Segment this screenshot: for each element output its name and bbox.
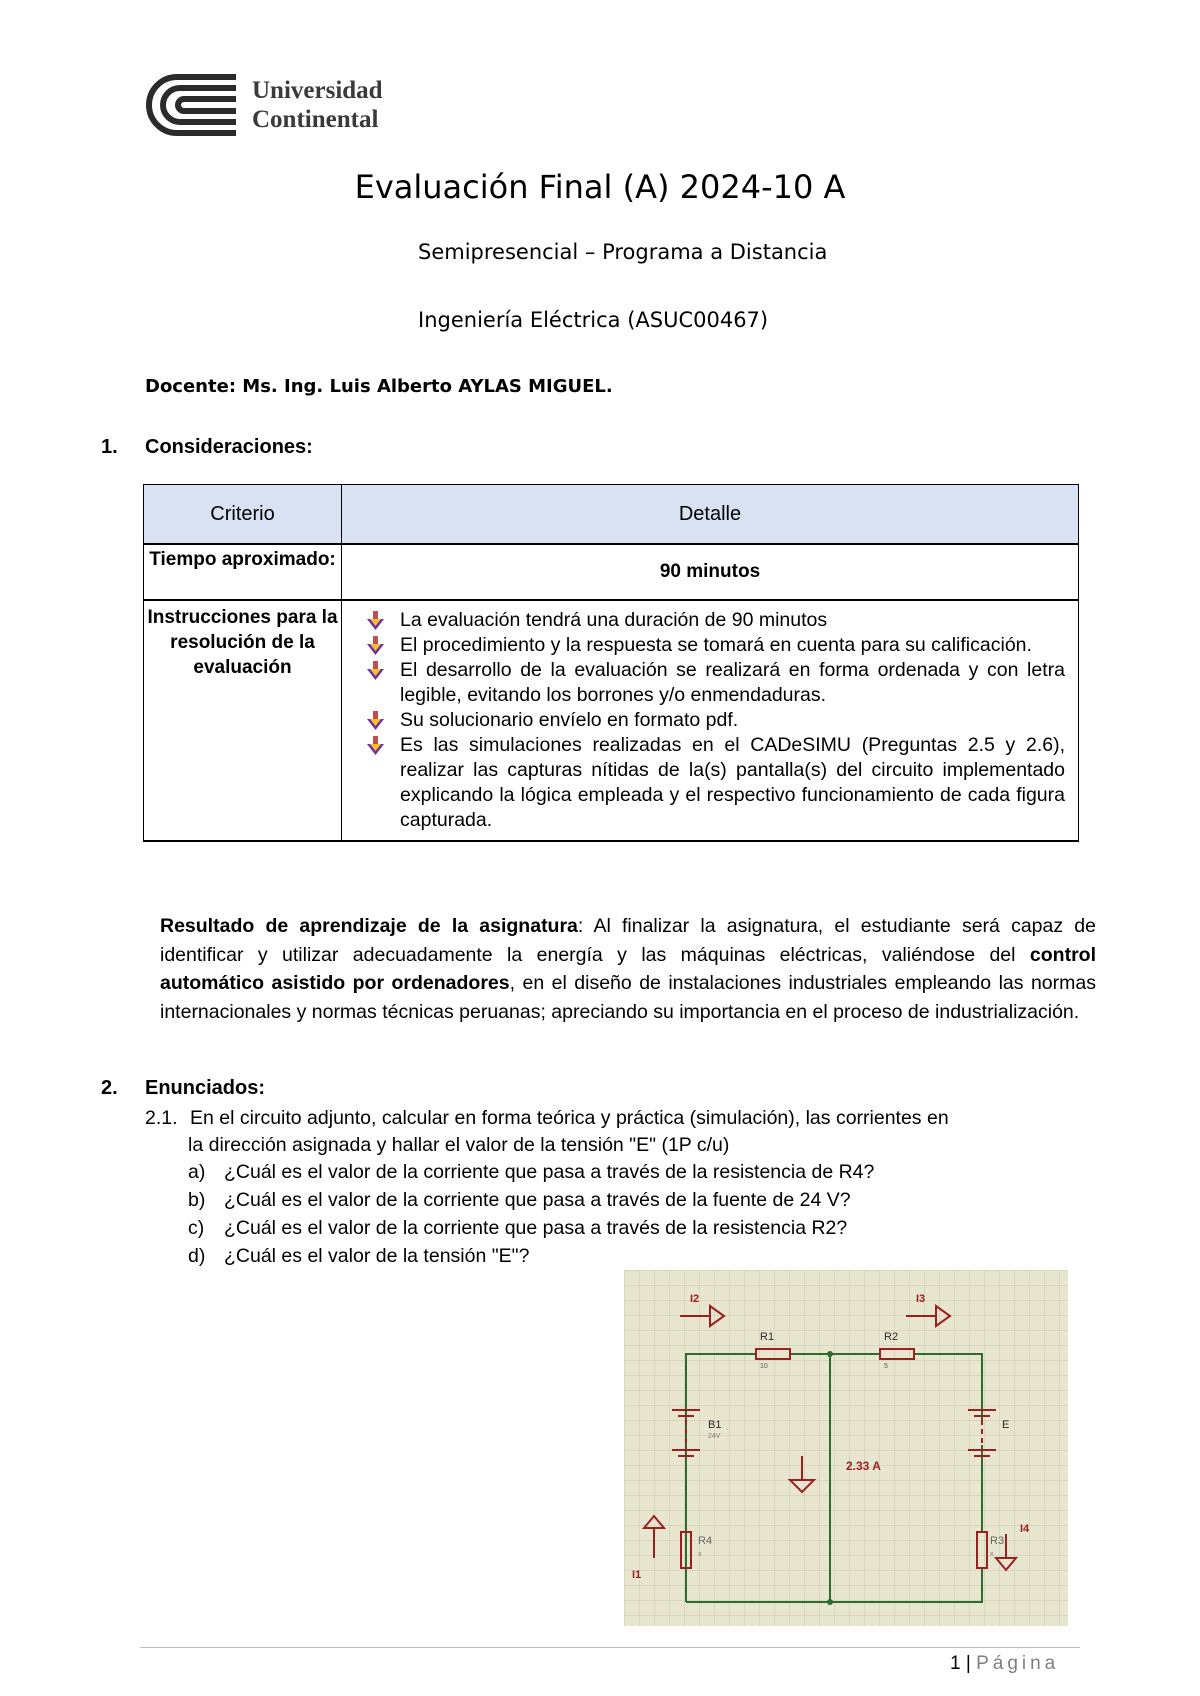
document-subtitle: Semipresencial – Programa a Distancia <box>418 240 828 264</box>
teacher-line: Docente: Ms. Ing. Luis Alberto AYLAS MIGUEL. <box>145 376 613 397</box>
r4-value: x <box>698 1551 702 1558</box>
r4-label: R4 <box>698 1535 713 1547</box>
list-item <box>363 708 1065 733</box>
table-header-criterio: Criterio <box>144 485 342 545</box>
instruction-text: El procedimiento y la respuesta se tomará en cuenta para su calificación. <box>400 634 1032 656</box>
logo-text <box>252 76 383 134</box>
subquestion-letter: c) <box>188 1217 205 1239</box>
instruction-text: Es las simulaciones realizadas en el CADeSIMU (Preguntas 2.5 y 2.6), realizar las capturas nítidas de la(s) pantalla(s) del circuito implementado explicando la lógica empleada y el respectivo funcionamiento de cada figura capturada. <box>400 734 1065 831</box>
criteria-table <box>143 484 1079 842</box>
table-header-row <box>144 485 1079 545</box>
page-word: Página <box>976 1653 1060 1674</box>
i4-label: I4 <box>1020 1523 1030 1535</box>
table-row <box>144 600 1079 841</box>
table-row <box>144 544 1079 600</box>
question-number: 2.1. <box>145 1107 178 1129</box>
list-item <box>363 733 1065 833</box>
arrow-bullet-icon <box>367 661 384 680</box>
learning-result-text-2: , en el diseño de instalaciones industriales empleando las normas internacionales y normas técnicas peruanas; apreciando su importancia en el proceso de industrialización. <box>160 972 1096 1023</box>
arrow-bullet-icon <box>367 736 384 755</box>
instruction-text: La evaluación tendrá una duración de 90 minutos <box>400 609 828 631</box>
node-dot <box>827 1599 833 1605</box>
question-line-1: En el circuito adjunto, calcular en forma teórica y práctica (simulación), las corrientes en <box>190 1107 949 1129</box>
footer-separator: | <box>965 1653 971 1674</box>
subquestion-text: ¿Cuál es el valor de la tensión "E"? <box>224 1245 530 1267</box>
subquestion-letter: a) <box>188 1161 206 1183</box>
ammeter-reading: 2.33 A <box>846 1459 881 1473</box>
subquestion-text: ¿Cuál es el valor de la corriente que pasa a través de la resistencia de R4? <box>224 1161 875 1183</box>
list-item <box>363 658 1065 708</box>
r3-value: x <box>990 1551 994 1558</box>
instructions-label: Instrucciones para la resolución de la evaluación <box>144 600 342 841</box>
course-name: Ingeniería Eléctrica (ASUC00467) <box>418 308 769 332</box>
list-item <box>363 608 1065 633</box>
logo-line-1: Universidad <box>252 77 383 104</box>
arrow-bullet-icon <box>367 611 384 630</box>
subquestion-text: ¿Cuál es el valor de la corriente que pasa a través de la fuente de 24 V? <box>224 1189 851 1211</box>
subquestion-text: ¿Cuál es el valor de la corriente que pasa a través de la resistencia R2? <box>224 1217 848 1239</box>
learning-result-text-1: : Al finalizar la asignatura, el estudiante será capaz de identificar y utilizar adecuadamente la energía y las máquinas eléctricas, valiéndose del <box>160 915 1096 966</box>
instructions-list <box>343 602 1077 839</box>
instructions-cell <box>342 600 1079 841</box>
r3-label: R3 <box>990 1535 1005 1547</box>
node-dot <box>827 1351 833 1357</box>
arrow-bullet-icon <box>367 711 384 730</box>
time-label: Tiempo aproximado: <box>144 544 342 600</box>
section-2-number: 2. <box>101 1077 118 1099</box>
learning-result-paragraph <box>160 912 1096 1026</box>
r2-value: 5 <box>884 1363 888 1370</box>
instruction-text: Su solucionario envíelo en formato pdf. <box>400 709 739 731</box>
r1-label: R1 <box>760 1331 775 1343</box>
i1-label: I1 <box>632 1569 642 1581</box>
arrow-bullet-icon <box>367 636 384 655</box>
time-value: 90 minutos <box>342 544 1079 600</box>
list-item <box>363 633 1065 658</box>
learning-result-bold: control automático asistido por ordenadores <box>160 943 1096 994</box>
subquestion-letter: d) <box>188 1245 206 1267</box>
table-header-detalle: Detalle <box>342 485 1079 545</box>
page-number: 1 <box>950 1653 961 1674</box>
page-footer <box>950 1653 1059 1675</box>
i3-label: I3 <box>916 1293 926 1305</box>
learning-result-label: Resultado de aprendizaje de la asignatura <box>160 915 578 937</box>
circuit-diagram <box>624 1270 1068 1626</box>
footer-divider <box>140 1647 1080 1648</box>
b1-value: 24V <box>708 1433 721 1440</box>
subquestion-letter: b) <box>188 1189 206 1211</box>
logo-line-2: Continental <box>252 106 379 133</box>
section-2-title: Enunciados: <box>145 1077 266 1099</box>
document-title: Evaluación Final (A) 2024-10 A <box>354 168 846 206</box>
section-1-number: 1. <box>101 436 118 458</box>
r1-value: 10 <box>760 1363 768 1370</box>
e-label: E <box>1002 1419 1010 1431</box>
b1-label: B1 <box>708 1419 722 1431</box>
instruction-text: El desarrollo de la evaluación se realizará en forma ordenada y con letra legible, evitando los borrones y/o enmendaduras. <box>400 659 1065 706</box>
r2-label: R2 <box>884 1331 899 1343</box>
i2-label: I2 <box>690 1293 700 1305</box>
section-1-title: Consideraciones: <box>145 436 313 458</box>
question-line-2: la dirección asignada y hallar el valor de la tensión "E" (1P c/u) <box>188 1134 730 1156</box>
